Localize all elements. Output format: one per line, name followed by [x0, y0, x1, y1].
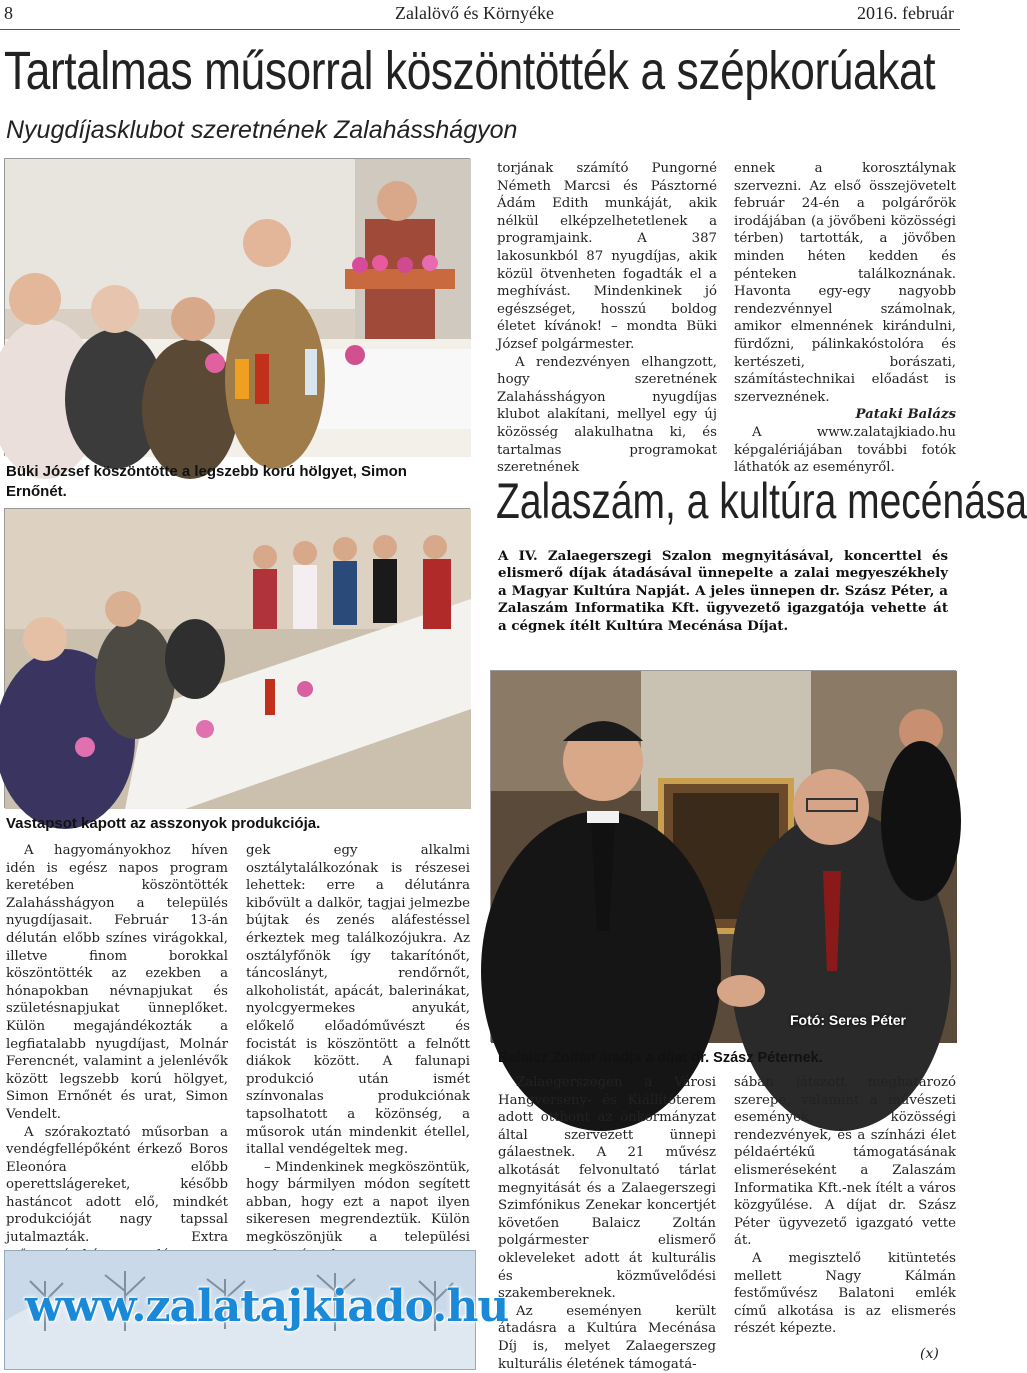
photo-caption-2: Vastapsot kapott az asszonyok produkciója.: [6, 815, 321, 832]
article1-col3-p1: torjának számító Pungorné Németh Marcsi és Pásztorné Ádám Edith munkáját, akik nélkül elképzelhetetlenek a programjaink. A 387 lakosunkból 87 nyugdíjas, akik közül ötvenheten fogadták el a meghívást. Mindenkinek jó egészséget, hosszú boldog életet kívánok! – mondta Büki József polgármester.: [497, 161, 717, 352]
article1-author: Pataki Balázs: [855, 407, 956, 423]
article2-title: Zalaszám, a kultúra mecénása: [496, 473, 1027, 529]
article1-column-4: [734, 160, 956, 477]
photo-credit: Fotó: Seres Péter: [790, 1012, 906, 1028]
publication-name: Zalalövő és Környéke: [395, 3, 554, 23]
article1-col3-p2: A rendezvényen elhangzott, hogy szeretnének Zalahásshágyon nyugdíjas klubot alakítani, mellyel egy új közösség alakulhatna ki, és tartalmas programokat szeretnének: [497, 354, 717, 476]
article2-lead: A IV. Zalaegerszegi Szalon megnyitásával, koncerttel és elismerő díjak átadásával ünnepelte a zalai megyeszékhely a Magyar Kultúra Napját. A jeles ünnepen dr. Szász Péter, a Zalaszám Informatika Kft. ügyvezető igazgatója vehette át a cégnek ítélt Kultúra Mecénása Díjat.: [498, 548, 948, 634]
issue-date: 2016. február: [857, 3, 954, 23]
article1-col2-p1: gek egy alkalmi osztálytalálkozónak is részesei lehettek: erre a délutánra kibővült a dalkör, tagjai jelmezbe bújtak és zenés aláfestéssel érkeztek meg találkozójukra. Az osztályfőnök így takarítónőt, táncoslányt, rendőrnőt, alkoholistát, apácát, balerinákat, nyolcgyermekes anyukát, előkelő előadóművészt és focistát is köszöntött a felnőtt diákok között. A falunapi produkció után ismét színvonalas produkciónak tapsolhatott a közönség, a műsorok után mindenkit étellel, itallal vendégeltek meg.: [246, 843, 470, 1158]
article-subtitle: Nyugdíjasklubot szeretnének Zalahásshágyon: [6, 116, 518, 144]
article1-col2-p2: – Mindenkinek megköszöntük, hogy bármilyen módon segített abban, hogy ezt a napot ilyen sikeresen megrendeztük. Külön megköszönjük a települési: [246, 1159, 470, 1246]
article2-col1-p1: Zalaegerszegen a Városi Hangverseny- és Kiállítóterem adott otthont az önkormányzat által szervezett ünnepi gálaestnek. A 21 művész alkotását felvonultató tárlat megnyitását és a Zalaegerszegi Szimfónikus Zenekar koncertjét követően Balaicz Zoltán polgármester elismerő okleveleket adott át kulturális és közművelődési szakembereknek.: [498, 1075, 716, 1302]
photo-performance-illustration: [5, 509, 471, 809]
photo-award: [490, 670, 956, 1042]
photo-greeting-illustration: [5, 159, 471, 457]
photo-performance: [4, 508, 470, 808]
article1-col1-p2: A szórakoztató műsorban a vendégfellépőként érkező Boros Eleonóra előbb operettslágereket, később hastáncot adott elő, mindkét produkcióját nagy tapssal jutalmazták. Extra: [6, 1124, 228, 1246]
article1-column-2: [246, 842, 470, 1264]
article2-column-1: [498, 1074, 716, 1373]
banner-url[interactable]: www.zalatajkiado.hu: [25, 1281, 509, 1332]
article2-col2-p2: A megisztelő kitüntetés mellett Nagy Kálmán festőművész Balatoni emlék című alkotása is az elismerés részét képezte.: [734, 1250, 956, 1337]
article1-column-1: [6, 842, 228, 1264]
photo-caption-3: Balaicz Zoltán átadja a díjat dr. Szász Péternek.: [498, 1050, 823, 1066]
page-number: 8: [4, 3, 13, 23]
article1-col4-p1: ennek a korosztálynak szervezni. Az első összejövetelt február 24-én a polgárőrök irodájában (a jövőbeni közösségi térben) tartották, a jövőben minden héten kedden és pénteken találkoznának. Havonta egy-egy nagyobb rendezvénnyel számolnak, amikor elmennének kirándulni, fürdőzni, pálinkakóstolóra és kertészeti, borászati, számítástechnikai előadást is szerveznének.: [734, 161, 956, 405]
article2-col1-p2: Az eseményen került átadásra a Kultúra Mecénása Díj is, melyet Zalaegerszeg kulturális életének támogatá-: [498, 1303, 716, 1372]
photo-greeting: [4, 158, 470, 456]
article2-column-2: [734, 1074, 956, 1338]
website-banner[interactable]: [4, 1250, 509, 1370]
article2-col2-p1: sában játszott meghatározó szerepe, valamint a művészeti események, közösségi rendezvények, és a színházi élet példaértékű támogatásának elismeréseként a Zalaszám Informatika Kft.-nek ítélt a város közgyűlése. A díjat dr. Szász Péter ügyvezető igazgató vette át.: [734, 1075, 956, 1249]
photo-award-illustration: [491, 671, 957, 1043]
advert-mark: (x): [920, 1346, 939, 1362]
article1-footnote: A www.zalatajkiado.hu képgalériájában további fotók láthatók az eseményről.: [734, 424, 956, 476]
page-header: [0, 0, 960, 30]
article1-col1-p1: A hagyományokhoz híven idén is egész napos program keretében köszöntötték Zalahásshágyon a település nyugdíjasait. Február 13-án délután előbb színes virágokkal, illetve finom borokkal köszöntötték az ezekben a hónapokban névnapjukat és születésnapjukat ünneplőket. Külön megajándékozták a legfiatalabb nyugdíjast, Molnár Ferencnét, valamint a jelenlévők között legszebb korú hölgyet, Simon Ernőnét és urat, Simon Vendelt.: [6, 843, 228, 1122]
article-title: Tartalmas műsorral köszöntötték a szépkorúakat: [4, 41, 936, 101]
article1-column-3: [497, 160, 717, 477]
photo-caption-1: Büki József köszöntötte a legszebb korú hölgyet, Simon Ernőnét.: [6, 463, 407, 500]
